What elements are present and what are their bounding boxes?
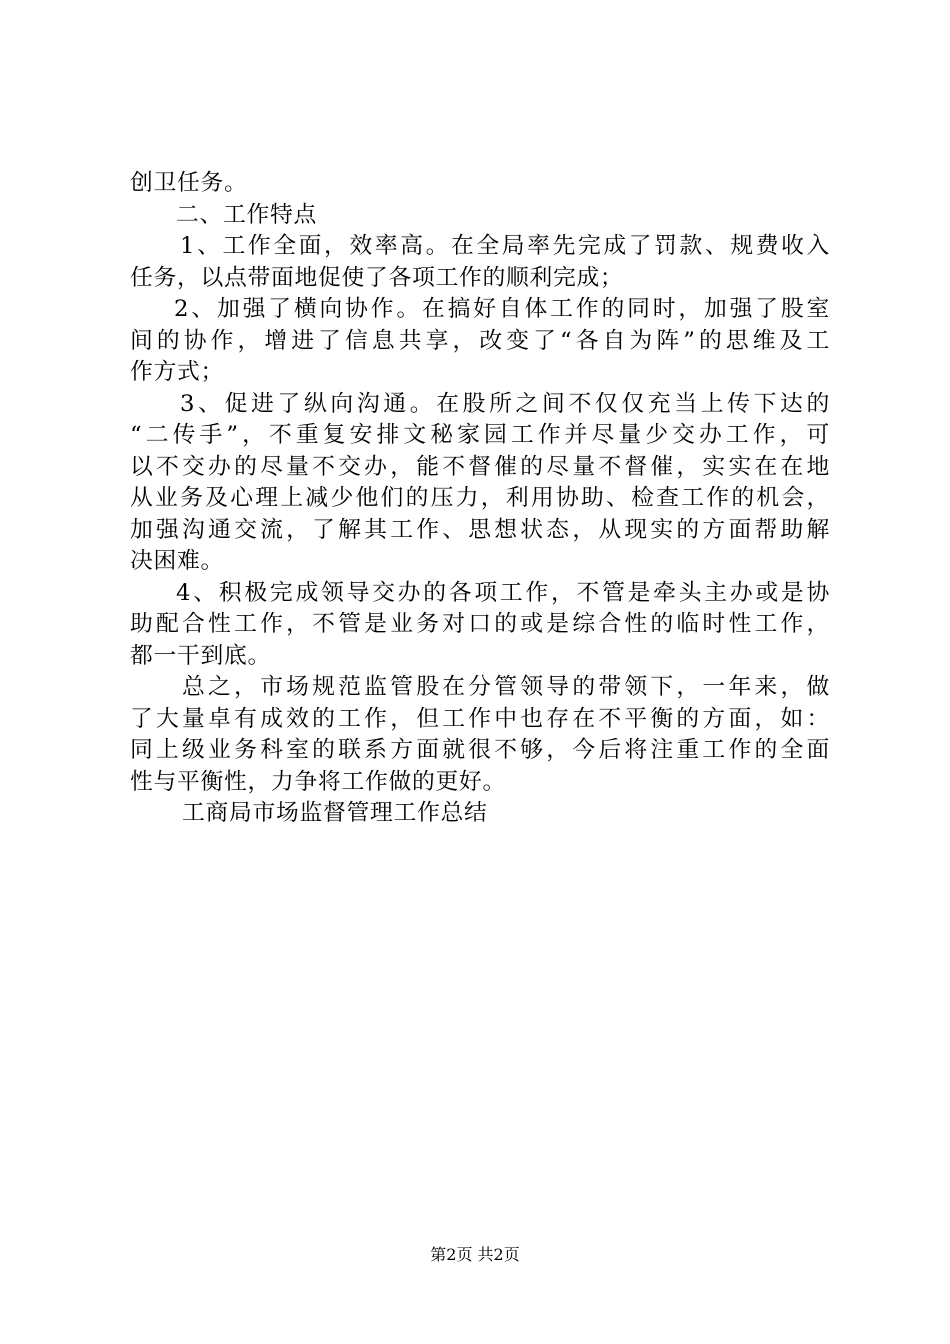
text-line: 创卫任务。 (130, 170, 248, 196)
text-line: “二传手”，不重复安排文秘家园工作并尽量少交办工作，可 (130, 422, 830, 448)
text-line: 同上级业务科室的联系方面就很不够，今后将注重工作的全面 (130, 737, 830, 763)
document-body (130, 168, 830, 830)
text-line: 作方式； (130, 359, 224, 385)
text-line: 任务，以点带面地促使了各项工作的顺利完成； (130, 264, 624, 291)
text-line: 性与平衡性，力争将工作做的更好。 (130, 768, 506, 795)
text-line: 间的协作，增进了信息共享，改变了“各自为阵”的思维及工 (130, 327, 830, 354)
page-number-footer: 第2页 共2页 (430, 1245, 520, 1264)
document-closing-title: 工商局市场监督管理工作总结 (182, 800, 488, 826)
text-line: 决困难。 (130, 548, 224, 574)
text-line: 以不交办的尽量不交办，能不督催的尽量不督催，实实在在地 (130, 453, 830, 480)
text-line: 助配合性工作，不管是业务对口的或是综合性的临时性工作， (130, 611, 830, 637)
text-line: 总之，市场规范监管股在分管领导的带领下，一年来，做 (182, 674, 830, 700)
section-heading: 二、工作特点 (176, 201, 317, 228)
text-line: 2、加强了横向协作。在搞好自体工作的同时，加强了股室 (174, 296, 830, 322)
text-line: 1、工作全面，效率高。在全局率先完成了罚款、规费收入 (180, 233, 830, 259)
text-line: 从业务及心理上减少他们的压力，利用协助、检查工作的机会， (130, 485, 830, 511)
text-line: 了大量卓有成效的工作，但工作中也存在不平衡的方面，如： (130, 705, 830, 732)
text-line: 加强沟通交流，了解其工作、思想状态，从现实的方面帮助解 (130, 516, 830, 543)
text-line: 都一干到底。 (130, 642, 271, 669)
text-line: 3、促进了纵向沟通。在股所之间不仅仅充当上传下达的 (180, 390, 830, 417)
text-line: 4、积极完成领导交办的各项工作，不管是牵头主办或是协 (176, 579, 830, 606)
